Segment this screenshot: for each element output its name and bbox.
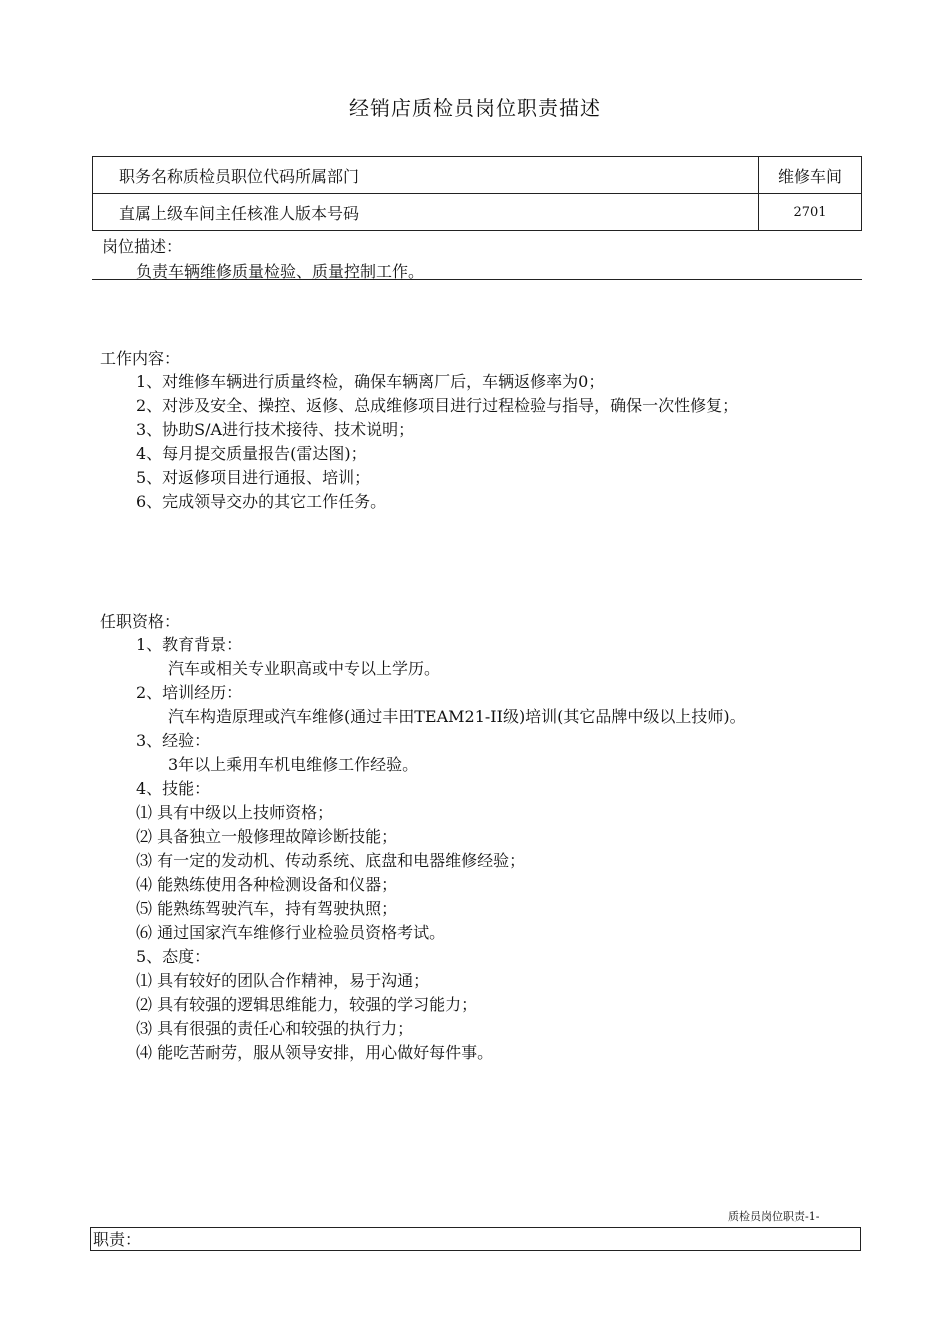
page-footer-label: 质检员岗位职责-1- — [728, 1210, 820, 1223]
table-cell-department: 维修车间 — [759, 157, 862, 194]
skill-item: ⑵ 具备独立一般修理故障诊断技能； — [136, 827, 398, 846]
work-heading: 工作内容： — [100, 349, 181, 368]
work-item: 1、对维修车辆进行质量终检，确保车辆离厂后，车辆返修率为0； — [136, 372, 605, 391]
work-item: 4、每月提交质量报告(雷达图)； — [136, 444, 367, 463]
training-label: 2、培训经历： — [136, 683, 243, 702]
duties-label: 职责： — [93, 1230, 142, 1249]
work-item: 2、对涉及安全、操控、返修、总成维修项目进行过程检验与指导，确保一次性修复； — [136, 396, 739, 415]
skills-label: 4、技能： — [136, 779, 211, 798]
skill-item: ⑷ 能熟练使用各种检测设备和仪器； — [136, 875, 398, 894]
skill-item: ⑶ 有一定的发动机、传动系统、底盘和电器维修经验； — [136, 851, 526, 870]
experience-label: 3、经验： — [136, 731, 211, 750]
table-row — [93, 194, 862, 231]
table-cell-supervisor: 直属上级车间主任核准人版本号码 — [93, 194, 759, 231]
work-item: 3、协助S/A进行技术接待、技术说明； — [136, 420, 415, 439]
table-row — [93, 157, 862, 194]
description-text: 负责车辆维修质量检验、质量控制工作。 — [136, 262, 425, 281]
attitude-item: ⑵ 具有较强的逻辑思维能力，较强的学习能力； — [136, 995, 478, 1014]
table-cell-position: 职务名称质检员职位代码所属部门 — [93, 157, 759, 194]
attitude-label: 5、态度： — [136, 947, 211, 966]
qualifications-heading: 任职资格： — [100, 612, 181, 631]
table-cell-version: 2701 — [759, 194, 862, 231]
skill-item: ⑹ 通过国家汽车维修行业检验员资格考试。 — [136, 923, 446, 942]
work-item: 6、完成领导交办的其它工作任务。 — [136, 492, 387, 511]
attitude-item: ⑴ 具有较好的团队合作精神，易于沟通； — [136, 971, 430, 990]
attitude-item: ⑷ 能吃苦耐劳，服从领导安排，用心做好每件事。 — [136, 1043, 494, 1062]
skill-item: ⑴ 具有中级以上技师资格； — [136, 803, 334, 822]
description-divider — [92, 279, 862, 280]
training-text: 汽车构造原理或汽车维修(通过丰田TEAM21-II级)培训(其它品牌中级以上技师)。 — [168, 707, 746, 726]
experience-text: 3年以上乘用车机电维修工作经验。 — [168, 755, 419, 774]
document-title: 经销店质检员岗位职责描述 — [349, 96, 601, 120]
skill-item: ⑸ 能熟练驾驶汽车，持有驾驶执照； — [136, 899, 398, 918]
duties-box — [90, 1227, 861, 1251]
info-table — [92, 156, 862, 231]
description-heading: 岗位描述： — [102, 237, 183, 256]
education-label: 1、教育背景： — [136, 635, 243, 654]
attitude-item: ⑶ 具有很强的责任心和较强的执行力； — [136, 1019, 414, 1038]
work-item: 5、对返修项目进行通报、培训； — [136, 468, 371, 487]
education-text: 汽车或相关专业职高或中专以上学历。 — [168, 659, 441, 678]
